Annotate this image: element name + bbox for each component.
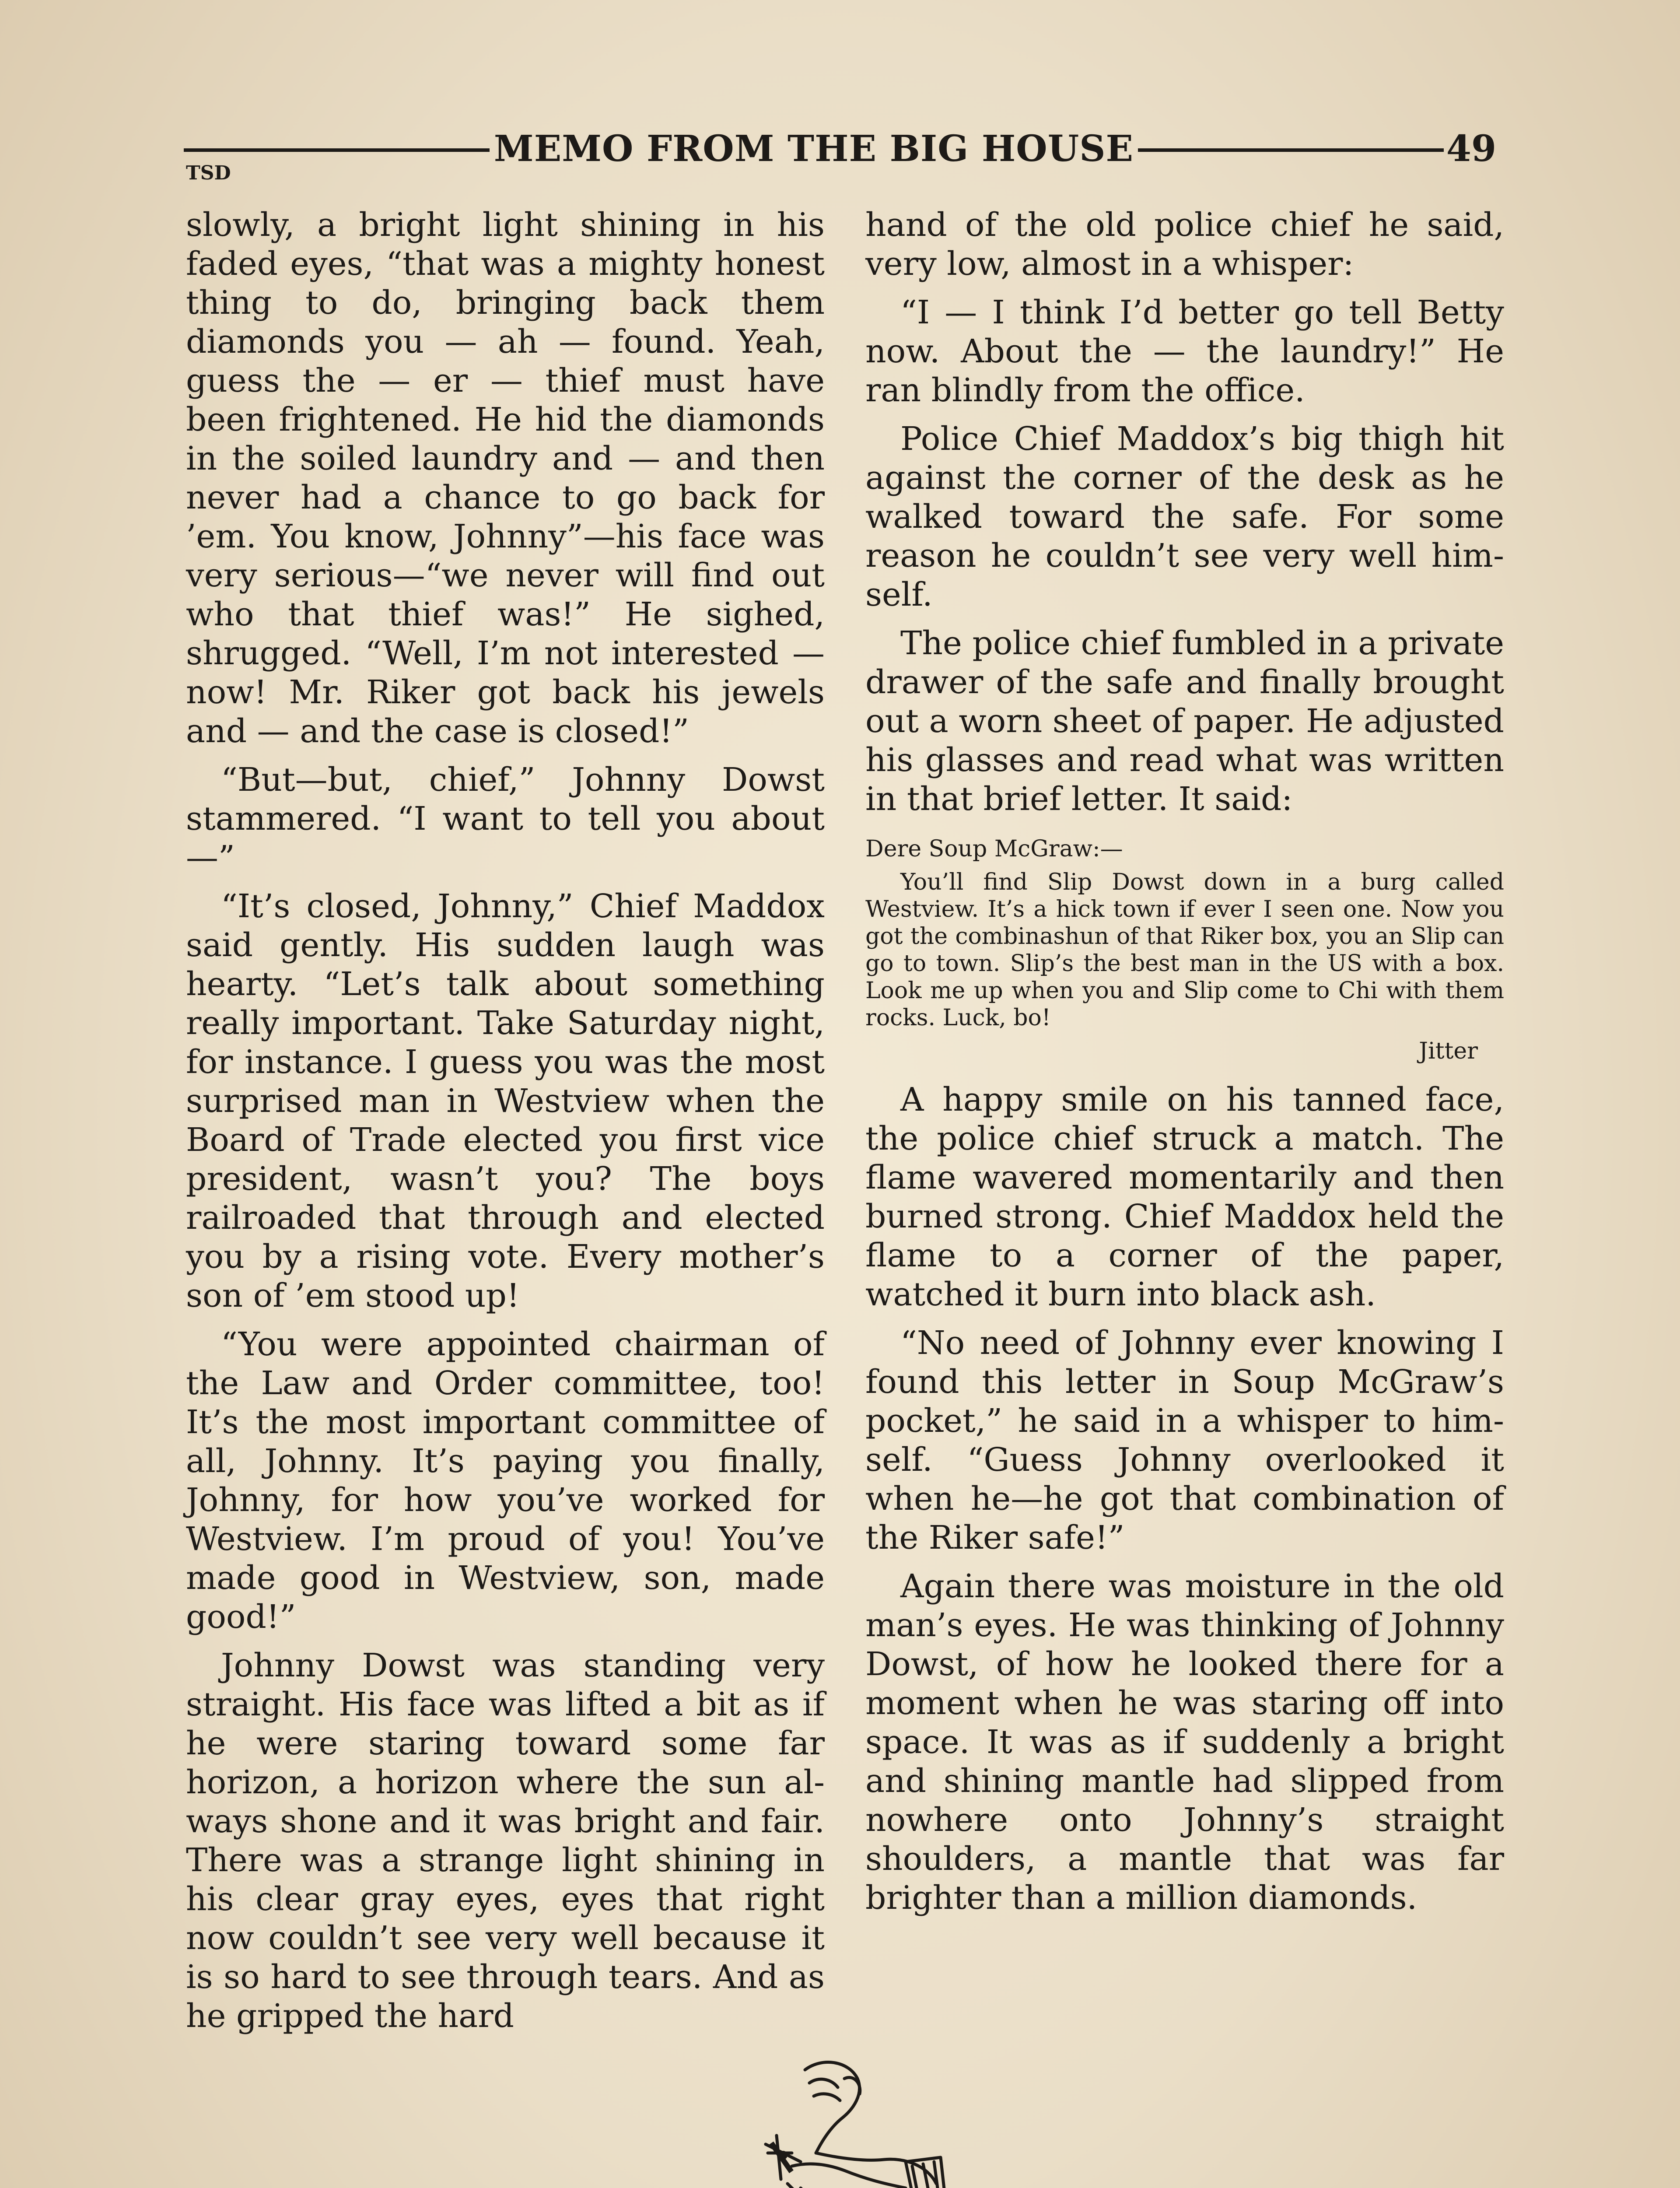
- page-number: 49: [1446, 128, 1497, 170]
- paragraph: Johnny Dowst was standing very straight. His face was lifted a bit as if he were staring toward some far horizon, a horizon where the sun always shone and it was bright and fair. There was a strange light shining in his clear gray eyes, eyes that right now couldn’t see very well because it is so hard to see through tears. And as he gripped the hard: [186, 1647, 825, 2035]
- paragraph: The police chief fumbled in a private drawer of the safe and finally brought out a worn sheet of paper. He adjusted his glasses and read what was written in that brief letter. It said:: [865, 624, 1504, 818]
- paragraph: “No need of Johnny ever knowing I found this letter in Soup McGraw’s pocket,” he said in a whisper to himself. “Guess Johnny overlooked it when he—he got that combination of the Riker safe!”: [865, 1324, 1504, 1557]
- page-title: MEMO FROM THE BIG HOUSE: [494, 128, 1134, 170]
- paragraph: “But—but, chief,” Johnny Dowst stammered. “I want to tell you about—”: [186, 761, 825, 877]
- left-column: [186, 206, 825, 2045]
- paragraph: Police Chief Maddox’s big thigh hit against the corner of the desk as he walked toward the safe. For some reason he couldn’t see very well himself.: [865, 420, 1504, 614]
- paragraph: A happy smile on his tanned face, the police chief struck a match. The flame wavered momentarily and then burned strong. Chief Maddox held the flame to a corner of the paper, watched it burn into black ash.: [865, 1081, 1504, 1313]
- paragraph: hand of the old police chief he said, very low, almost in a whisper:: [865, 206, 1504, 283]
- header-rule-left: [184, 148, 490, 152]
- letter-salutation: Dere Soup McGraw:—: [865, 836, 1123, 862]
- header-rule-right: [1138, 148, 1444, 152]
- letter-body: You’ll find Slip Dowst down in a burg called Westview. It’s a hick town if ever I seen one. Now you got the combinashun of that Riker box, you an Slip can go to town. Slip’s the best man in the US with a box. Look me up when you and Slip come to Chi with them rocks. Luck, bo!: [865, 869, 1504, 1031]
- paragraph: “I — I think I’d better go tell Betty now. About the — the laundry!” He ran blindly from the office.: [865, 294, 1504, 409]
- paragraph: “You were appointed chairman of the Law and Order committee, too! It’s the most important committee of all, Johnny. It’s paying you finally, Johnny, for how you’ve worked for Westview. I’m proud of you! You’ve made good in Westview, son, made good!”: [186, 1325, 825, 1636]
- running-header: [184, 125, 1496, 173]
- letter-signature: Jitter: [1419, 1038, 1478, 1064]
- handshake-illustration-icon: [739, 2052, 954, 2188]
- imprint-mark: TSD: [186, 162, 231, 184]
- paragraph: Again there was moisture in the old man’s eyes. He was thinking of Johnny Dowst, of how he looked there for a moment when he was staring off into space. It was as if suddenly a bright and shining mantle had slipped from nowhere onto Johnny’s straight shoulders, a mantle that was far brighter than a million diamonds.: [865, 1567, 1504, 1917]
- right-column: [865, 206, 1504, 1927]
- quoted-letter: [865, 835, 1504, 1065]
- paragraph: “It’s closed, Johnny,” Chief Maddox said gently. His sudden laugh was hearty. “Let’s talk about something really important. Take Saturday night, for instance. I guess you was the most surprised man in Westview when the Board of Trade elected you first vice president, wasn’t you? The boys railroaded that through and elected you by a rising vote. Every mother’s son of ’em stood up!: [186, 887, 825, 1315]
- paragraph: slowly, a bright light shining in his faded eyes, “that was a mighty honest thing to do, bringing back them diamonds you — ah — found. Yeah, guess the — er — thief must have been frightened. He hid the diamonds in the soiled laundry and — and then never had a chance to go back for ’em. You know, Johnny”—his face was very serious—“we never will find out who that thief was!” He sighed, shrugged. “Well, I’m not interested —now! Mr. Riker got back his jewels and — and the case is closed!”: [186, 206, 825, 750]
